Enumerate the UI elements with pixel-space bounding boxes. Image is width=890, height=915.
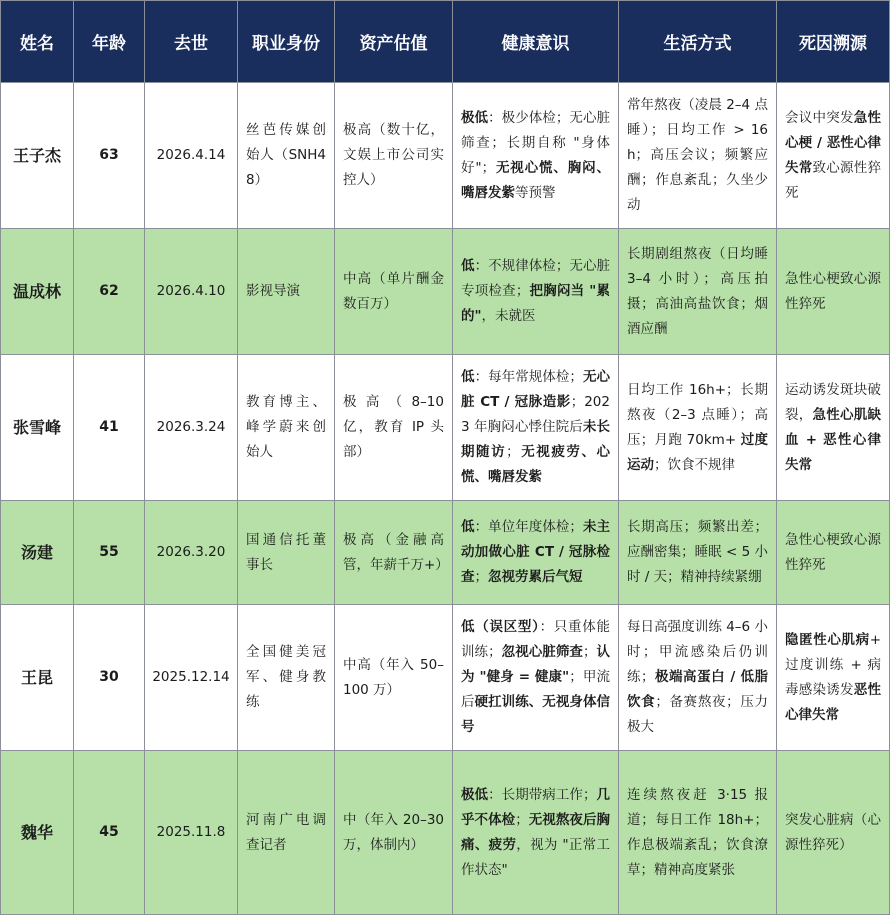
- body-text: ；甲流后: [461, 669, 610, 710]
- emphasis-text: 低: [461, 258, 475, 274]
- cell-assets: 中高（年入 50–100 万）: [335, 605, 453, 751]
- cell-death-date: 2025.11.8: [145, 751, 238, 915]
- cell-cause-of-death: [777, 83, 890, 229]
- cell-name: 魏华: [1, 751, 74, 915]
- body-text: ：极少体检；无心脏筛查；长期自称 "身体好"；: [461, 109, 611, 176]
- cell-name: 温成林: [1, 229, 74, 355]
- body-text: ：长期带病工作；: [488, 786, 597, 803]
- cell-name: 张雪峰: [1, 355, 74, 501]
- header-health-awareness: 健康意识: [453, 1, 619, 83]
- cell-health-awareness: [453, 751, 619, 915]
- emphasis-text: 低: [461, 519, 475, 535]
- emphasis-text: 过度运动: [627, 431, 768, 473]
- body-text: ，未就医: [481, 308, 536, 324]
- header-row: [1, 1, 890, 83]
- body-text: 会议中突发: [785, 109, 854, 126]
- emphasis-text: 极低: [461, 109, 489, 126]
- table-row: [1, 751, 890, 915]
- cell-age: 45: [74, 751, 145, 915]
- body-text: 运动诱发斑块破裂，: [785, 381, 881, 423]
- table-row: [1, 83, 890, 229]
- body-text: ；: [582, 644, 597, 660]
- body-text: 致心源性猝死: [785, 159, 881, 201]
- cell-age: 62: [74, 229, 145, 355]
- cell-cause-of-death: [777, 229, 890, 355]
- table-row: [1, 355, 890, 501]
- cell-age: 63: [74, 83, 145, 229]
- body-text: ；: [474, 569, 488, 585]
- emphasis-text: 认为 "健身 = 健康": [461, 644, 611, 685]
- cell-occupation: 教育博主、峰学蔚来创始人: [238, 355, 335, 501]
- header-age: 年龄: [74, 1, 145, 83]
- cell-lifestyle: 长期高压；频繁出差；应酬密集；睡眠 < 5 小时 / 天；精神持续紧绷: [619, 501, 777, 605]
- cell-death-date: 2026.3.20: [145, 501, 238, 605]
- emphasis-text: 把胸闷当 "累的": [461, 283, 611, 324]
- cell-assets: 中高（单片酬金数百万）: [335, 229, 453, 355]
- emphasis-text: 无视疲劳、心慌、嘴唇发紫: [461, 444, 611, 485]
- cell-cause-of-death: [777, 501, 890, 605]
- header-cause-of-death: 死因溯源: [777, 1, 890, 83]
- header-assets: 资产估值: [335, 1, 453, 83]
- cell-cause-of-death: [777, 355, 890, 501]
- body-text: ：只重体能训练；: [461, 619, 611, 660]
- body-text: ；备赛熬夜；压力极大: [627, 694, 769, 735]
- body-text: 等预警: [515, 184, 556, 201]
- body-text: 每日高强度训练 4–6 小时；甲流感染后仍训练；: [627, 619, 768, 685]
- header-occupation: 职业身份: [238, 1, 335, 83]
- cell-health-awareness: [453, 229, 619, 355]
- cell-name: 王昆: [1, 605, 74, 751]
- body-text: 日均工作 16h+；长期熬夜（2–3 点睡）；高压；月跑 70km+: [627, 381, 768, 448]
- cell-health-awareness: [453, 605, 619, 751]
- cell-occupation: 国通信托董事长: [238, 501, 335, 605]
- body-text: 急性心梗致心源性猝死: [785, 531, 881, 573]
- cell-occupation: 影视导演: [238, 229, 335, 355]
- emphasis-text: 无心脏 CT / 冠脉造影: [461, 369, 611, 410]
- emphasis-text: 恶性心律失常: [785, 681, 881, 723]
- emphasis-text: 急性心肌缺血 + 恶性心律失常: [785, 406, 881, 473]
- emphasis-text: 极端高蛋白 / 低脂饮食: [627, 669, 768, 710]
- cell-lifestyle: 长期剧组熬夜（日均睡 3–4 小时）；高压拍摄；高油高盐饮食；烟酒应酬: [619, 229, 777, 355]
- body-text: ；: [515, 811, 529, 828]
- cell-lifestyle: 常年熬夜（凌晨 2–4 点睡）；日均工作 > 16h；高压会议；频繁应酬；作息紊乱；久坐少动: [619, 83, 777, 229]
- emphasis-text: 低: [461, 369, 475, 385]
- emphasis-text: 无视熬夜后胸痛、疲劳: [461, 811, 611, 853]
- cell-assets: 极高（金融高管，年薪千万+）: [335, 501, 453, 605]
- body-text: ：每年常规体检；: [474, 369, 583, 385]
- emphasis-text: 极低: [461, 786, 489, 803]
- cell-lifestyle: [619, 355, 777, 501]
- header-lifestyle: 生活方式: [619, 1, 777, 83]
- emphasis-text: 未主动加做心脏 CT / 冠脉检查: [461, 519, 611, 585]
- table-row: [1, 229, 890, 355]
- body-text: ：单位年度体检；: [474, 519, 583, 535]
- emphasis-text: 无视心慌、胸闷、嘴唇发紫: [461, 159, 610, 201]
- header-death-date: 去世: [145, 1, 238, 83]
- cell-age: 41: [74, 355, 145, 501]
- body-text: ；2023 年胸闷心悸住院后: [461, 394, 610, 435]
- cell-death-date: 2026.4.10: [145, 229, 238, 355]
- body-text: ；: [506, 444, 520, 460]
- body-text: + 过度训练 + 病毒感染诱发: [785, 631, 881, 698]
- cell-death-date: 2025.12.14: [145, 605, 238, 751]
- cell-death-date: 2026.4.14: [145, 83, 238, 229]
- cell-assets: 中（年入 20–30 万，体制内）: [335, 751, 453, 915]
- body-text: ：不规律体检；无心脏专项检查；: [461, 258, 611, 299]
- emphasis-text: 低（误区型）: [461, 619, 540, 635]
- cell-age: 55: [74, 501, 145, 605]
- cell-cause-of-death: [777, 751, 890, 915]
- cell-death-date: 2026.3.24: [145, 355, 238, 501]
- header-name: 姓名: [1, 1, 74, 83]
- body-text: ；饮食不规律: [654, 456, 735, 473]
- table-row: [1, 501, 890, 605]
- table-header: [1, 1, 890, 83]
- cell-health-awareness: [453, 83, 619, 229]
- emphasis-text: 隐匿性心肌病: [785, 631, 870, 648]
- emphasis-text: 急性心梗 / 恶性心律失常: [785, 109, 881, 176]
- cell-age: 30: [74, 605, 145, 751]
- cell-assets: 极高（数十亿，文娱上市公司实控人）: [335, 83, 453, 229]
- body-text: ，视为 "正常工作状态": [461, 836, 610, 878]
- emphasis-text: 忽视劳累后气短: [488, 569, 583, 585]
- cell-occupation: 全国健美冠军、健身教练: [238, 605, 335, 751]
- cell-name: 王子杰: [1, 83, 74, 229]
- cell-assets: 极高（8–10 亿，教育 IP 头部）: [335, 355, 453, 501]
- cell-name: 汤建: [1, 501, 74, 605]
- cell-cause-of-death: [777, 605, 890, 751]
- cell-health-awareness: [453, 501, 619, 605]
- table-row: [1, 605, 890, 751]
- emphasis-text: 硬扛训练、无视身体信号: [461, 694, 611, 735]
- cell-lifestyle: [619, 605, 777, 751]
- cell-lifestyle: 连续熬夜赶 3·15 报道；每日工作 18h+；作息极端紊乱；饮食潦草；精神高度紧张: [619, 751, 777, 915]
- cell-occupation: 丝芭传媒创始人（SNH48）: [238, 83, 335, 229]
- cell-occupation: 河南广电调查记者: [238, 751, 335, 915]
- emphasis-text: 忽视心脏筛查: [501, 644, 583, 660]
- emphasis-text: 未长期随访: [461, 419, 611, 460]
- body-text: 急性心梗致心源性猝死: [785, 270, 881, 312]
- body-text: 突发心脏病（心源性猝死）: [785, 811, 881, 853]
- emphasis-text: 几乎不体检: [461, 786, 611, 828]
- cell-health-awareness: [453, 355, 619, 501]
